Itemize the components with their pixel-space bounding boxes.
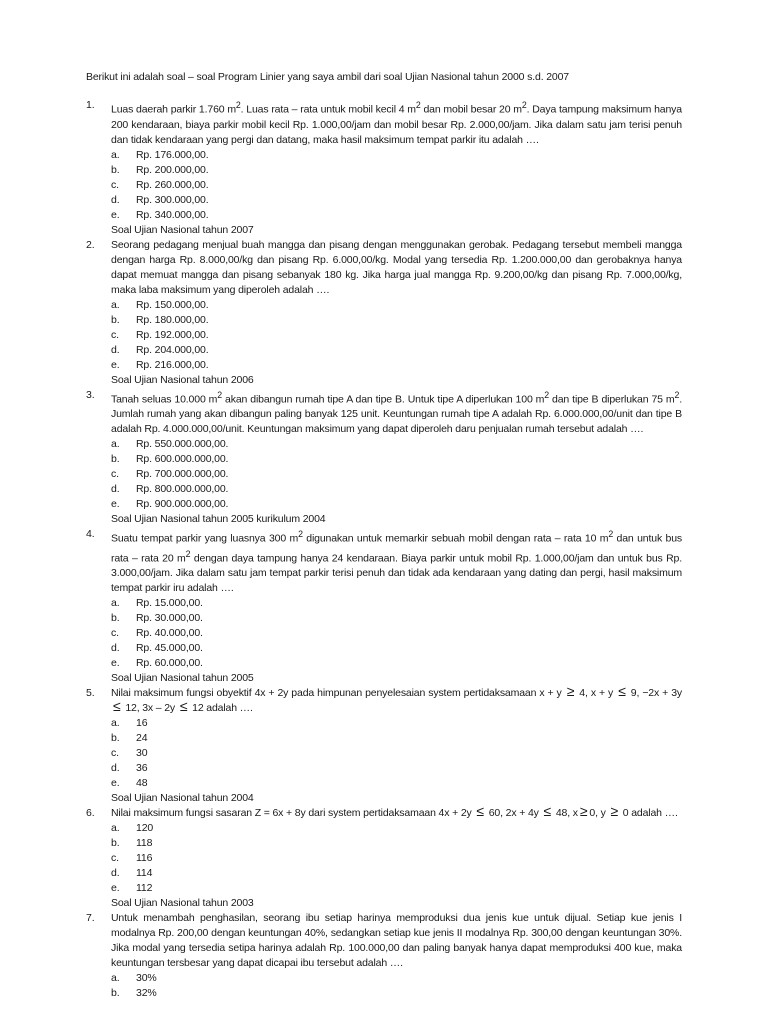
- superscript: 2: [544, 389, 549, 400]
- text-run: Luas daerah parkir 1.760 m: [111, 103, 236, 116]
- option-letter: e.: [111, 498, 120, 510]
- option-text: Rp. 340.000,00.: [136, 208, 209, 221]
- superscript: 2: [185, 548, 191, 559]
- question-source: Soal Ujian Nasional tahun 2006: [111, 373, 254, 386]
- option-letter: a.: [111, 822, 120, 834]
- question-text: Untuk menambah penghasilan, seorang ibu setiap harinya memproduksi dua jenis kue untuk dijual. Setiap kue jenis I modalnya Rp. 200,00 dengan keuntungan 40%, sedangkan setiap kue jenis II modalnya Rp. 300,00 dengan keuntungan 30%. Jika modal yang tersedia setipa harinya adalah Rp. 100.000,00 dan paling banyak hanya dapat memproduksi 400 kue, maka keuntungan tersbesar yang dapat dicapai ibu tersebut adalah ….: [111, 912, 682, 969]
- option-letter: a.: [111, 972, 120, 984]
- option-item: [111, 467, 682, 482]
- option-letter: e.: [111, 358, 120, 371]
- text-run: Suatu tempat parkir yang luasnya 300 m: [111, 532, 299, 545]
- option-text: Rp. 300.000,00.: [136, 193, 209, 206]
- text-run: Nilai maksimum fungsi sasaran Z = 6x + 8y dari system pertidaksamaan 4x + 2y: [111, 807, 475, 819]
- question-number: 4.: [86, 528, 95, 540]
- option-item: [111, 497, 682, 512]
- option-letter: c.: [111, 747, 119, 759]
- question-4: [86, 527, 682, 671]
- option-item: [111, 716, 682, 731]
- option-letter: b.: [111, 313, 120, 326]
- question-3: [86, 388, 682, 513]
- option-text: Rp. 700.000.000,00.: [136, 468, 229, 480]
- option-letter: d.: [111, 762, 120, 774]
- question-source: Soal Ujian Nasional tahun 2005 kurikulum 2004: [111, 513, 326, 525]
- option-text: Rp. 176.000,00.: [136, 148, 209, 161]
- option-text: 120: [136, 822, 154, 834]
- option-text: 48: [136, 777, 148, 789]
- option-item: [111, 298, 682, 313]
- option-item: [111, 208, 682, 223]
- question-source: Soal Ujian Nasional tahun 2005: [111, 672, 254, 684]
- option-letter: a.: [111, 717, 120, 729]
- question-number: 2.: [86, 238, 95, 251]
- option-text: Rp. 216.000,00.: [136, 358, 209, 371]
- relation-symbol: ≤: [179, 698, 188, 714]
- question-number: 1.: [86, 99, 95, 111]
- option-item: [111, 881, 682, 896]
- question-5: [86, 683, 682, 791]
- option-text: Rp. 150.000,00.: [136, 298, 209, 311]
- question-body: [111, 527, 682, 671]
- option-item: [111, 163, 682, 178]
- question-body: [111, 98, 682, 223]
- text-run: dengan daya tampung hanya 24 kendaraan. Biaya parkir untuk mobil Rp. 1.000,00/jam dan untuk bus Rp. 3.000,00/jam. Jika dalam satu jam tempat parkir terisi penuh dan tidak ada kendaraan yang dating dan pergi, hasil maksimum tempat parkir iru adalah ….: [111, 552, 682, 594]
- option-item: [111, 313, 682, 328]
- text-run: 12, 3x – 2y: [122, 702, 178, 714]
- text-run: digunakan untuk memarkir sebuah mobil dengan rata – rata 10 m: [302, 532, 609, 545]
- option-text: Rp. 550.000.000,00.: [136, 438, 229, 450]
- superscript: 2: [674, 389, 680, 400]
- option-letter: b.: [111, 453, 120, 465]
- relation-symbol: ≤: [113, 698, 121, 714]
- option-letter: c.: [111, 627, 119, 639]
- text-run: dan tipe B diperlukan 75 m: [549, 393, 675, 405]
- text-run: dan untuk bus rata – rata 20 m: [111, 532, 682, 564]
- superscript: 2: [608, 529, 614, 539]
- option-text: 118: [136, 837, 153, 849]
- option-letter: d.: [111, 343, 120, 356]
- option-item: [111, 836, 682, 851]
- option-item: [111, 851, 682, 866]
- option-text: Rp. 192.000,00.: [136, 328, 209, 341]
- option-letter: a.: [111, 438, 120, 450]
- option-letter: c.: [111, 328, 119, 341]
- option-text: Rp. 800.000.000,00.: [136, 483, 229, 495]
- option-letter: a.: [111, 597, 120, 609]
- text-run: 48, x: [553, 807, 578, 819]
- superscript: 2: [298, 529, 303, 539]
- text-run: 0 adalah ….: [620, 807, 678, 819]
- question-text: Seorang pedagang menjual buah mangga dan pisang dengan menggunakan gerobak. Pedagang tersebut membeli mangga dengan harga Rp. 8.000,00/kg dan pisang Rp. 6.000,00/kg. Modal yang tersedia Rp. 1.200.000,00 dan gerobaknya hanya dapat memuat mangga dan pisang sebanyak 180 kg. Jika harga jual mangga Rp. 9.200,00/kg dan pisang Rp. 7.000,00/kg, maka laba maksimum yang diperoleh adalah ….: [111, 238, 682, 296]
- option-letter: d.: [111, 483, 120, 495]
- relation-symbol: ≥: [579, 803, 588, 819]
- superscript: 2: [415, 100, 421, 110]
- question-source: Soal Ujian Nasional tahun 2007: [111, 223, 254, 236]
- option-item: [111, 358, 682, 373]
- option-text: 32%: [136, 987, 157, 999]
- option-item: [111, 482, 682, 497]
- option-text: Rp. 200.000,00.: [136, 163, 209, 176]
- option-item: [111, 148, 682, 163]
- question-6: [86, 803, 682, 896]
- option-letter: b.: [111, 163, 120, 176]
- option-letter: b.: [111, 987, 120, 999]
- option-text: Rp. 180.000,00.: [136, 313, 209, 326]
- text-run: . Daya tampung maksimum hanya 200 kendaraan, biaya parkir mobil kecil Rp. 1.000,00/jam dan mobil besar Rp. 2.000,00/jam. Jika dalam satu jam terisi penuh dan tidak kendaraan yang pergi dan datang, maka hasil maksimum tempat parkir itu adalah ….: [111, 103, 682, 146]
- option-item: [111, 626, 682, 641]
- option-text: 114: [136, 867, 153, 879]
- relation-symbol: ≤: [618, 683, 626, 699]
- option-letter: c.: [111, 852, 119, 864]
- question-body: [111, 683, 682, 791]
- option-text: 24: [136, 732, 148, 744]
- question-source: Soal Ujian Nasional tahun 2003: [111, 897, 254, 909]
- text-run: akan dibangun rumah tipe A dan tipe B. Untuk tipe A diperlukan 100 m: [222, 393, 545, 405]
- option-text: Rp. 204.000,00.: [136, 343, 209, 356]
- option-text: Rp. 60.000,00.: [136, 657, 203, 669]
- question-text: [111, 527, 682, 596]
- question-text: [111, 803, 682, 821]
- text-run: 4, x + y: [576, 687, 617, 699]
- question-2: [86, 238, 682, 373]
- text-run: 9, −2x + 3y: [627, 687, 682, 699]
- superscript: 2: [521, 100, 527, 110]
- option-item: [111, 452, 682, 467]
- option-text: Rp. 45.000,00.: [136, 642, 203, 654]
- option-item: [111, 611, 682, 626]
- option-text: Rp. 600.000.000,00.: [136, 453, 229, 465]
- relation-symbol: ≥: [610, 803, 619, 819]
- question-body: [111, 911, 682, 1001]
- option-item: [111, 641, 682, 656]
- option-item: [111, 178, 682, 193]
- option-text: Rp. 15.000,00.: [136, 597, 203, 609]
- option-item: [111, 821, 682, 836]
- superscript: 2: [235, 100, 241, 110]
- option-item: [111, 776, 682, 791]
- option-item: [111, 656, 682, 671]
- option-item: [111, 437, 682, 452]
- option-item: [111, 761, 682, 776]
- option-letter: e.: [111, 208, 120, 221]
- option-letter: b.: [111, 732, 120, 744]
- text-run: Tanah seluas 10.000 m: [111, 393, 218, 405]
- option-letter: b.: [111, 837, 120, 849]
- option-text: Rp. 40.000,00.: [136, 627, 203, 639]
- text-run: 12 adalah ….: [189, 702, 253, 714]
- option-letter: a.: [111, 298, 120, 311]
- question-number: 6.: [86, 807, 95, 819]
- relation-symbol: ≤: [476, 803, 484, 819]
- superscript: 2: [217, 389, 222, 400]
- option-item: [111, 986, 682, 1001]
- option-text: Rp. 900.000.000,00.: [136, 498, 229, 510]
- text-run: Nilai maksimum fungsi obyektif 4x + 2y pada himpunan penyelesaian system pertidaksamaan x + y: [111, 687, 565, 699]
- text-run: . Luas rata – rata untuk mobil kecil 4 m: [240, 103, 416, 116]
- option-letter: e.: [111, 657, 120, 669]
- option-text: 116: [136, 852, 153, 864]
- relation-symbol: ≤: [543, 803, 552, 819]
- option-letter: d.: [111, 642, 120, 654]
- text-run: dan mobil besar 20 m: [420, 103, 522, 116]
- option-item: [111, 731, 682, 746]
- option-letter: c.: [111, 178, 119, 191]
- question-1: [86, 98, 682, 223]
- option-text: 30%: [136, 972, 157, 984]
- option-letter: d.: [111, 193, 120, 206]
- question-text: [111, 388, 682, 438]
- option-letter: b.: [111, 612, 120, 624]
- question-text: [111, 98, 682, 148]
- question-source: Soal Ujian Nasional tahun 2004: [111, 792, 254, 804]
- option-letter: d.: [111, 867, 120, 879]
- option-letter: c.: [111, 468, 119, 480]
- question-text: [111, 683, 682, 716]
- option-text: 30: [136, 747, 148, 759]
- intro-paragraph: Berikut ini adalah soal – soal Program Linier yang saya ambil dari soal Ujian Nasional tahun 2000 s.d. 2007: [86, 71, 569, 83]
- option-text: 36: [136, 762, 148, 774]
- text-run: . Jumlah rumah yang akan dibangun paling banyak 125 unit. Keuntungan rumah tipe A adalah Rp. 6.000.000,00/unit dan tipe B adalah Rp. 4.000.000,00/unit. Keuntungan maksimum yang dapat diperoleh daru penjualan rumah tersebut adalah ….: [111, 393, 682, 435]
- question-number: 7.: [86, 912, 95, 924]
- question-7: [86, 911, 682, 1001]
- question-number: 3.: [86, 388, 95, 401]
- option-text: 112: [136, 882, 153, 894]
- text-run: 0, y: [589, 807, 609, 819]
- option-text: Rp. 260.000,00.: [136, 178, 209, 191]
- option-item: [111, 193, 682, 208]
- option-item: [111, 866, 682, 881]
- option-item: [111, 596, 682, 611]
- option-item: [111, 328, 682, 343]
- text-run: 60, 2x + 4y: [485, 807, 542, 819]
- option-item: [111, 971, 682, 986]
- question-body: [111, 803, 682, 896]
- question-body: [111, 238, 682, 373]
- option-letter: e.: [111, 882, 120, 894]
- relation-symbol: ≥: [566, 683, 575, 699]
- option-item: [111, 343, 682, 358]
- question-number: 5.: [86, 687, 95, 699]
- question-body: [111, 388, 682, 513]
- option-item: [111, 746, 682, 761]
- option-text: 16: [136, 717, 148, 729]
- option-letter: a.: [111, 148, 120, 161]
- option-text: Rp. 30.000,00.: [136, 612, 203, 624]
- option-letter: e.: [111, 777, 120, 789]
